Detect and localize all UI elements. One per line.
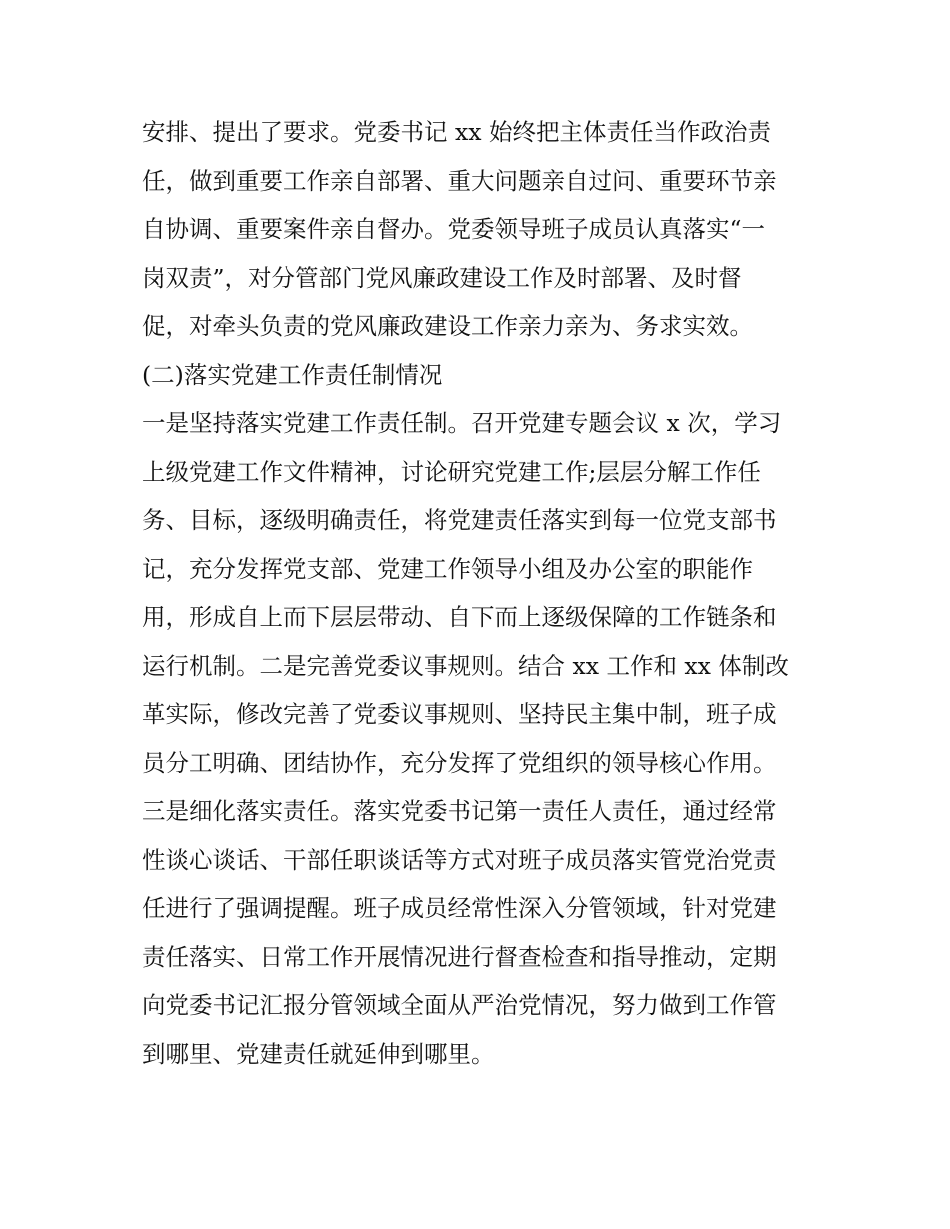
text-line: 向党委书记汇报分管领域全面从严治党情况，努力做到工作管 (142, 991, 777, 1019)
text-line: 运行机制。二是完善党委议事规则。结合 xx 工作和 xx 体制改 (142, 651, 789, 680)
text-line: 任进行了强调提醒。班子成员经常性深入分管领域，针对党建 (142, 894, 777, 922)
text-line: 到哪里、党建责任就延伸到哪里。 (142, 1039, 495, 1068)
text-line: 一是坚持落实党建工作责任制。召开党建专题会议 x 次，学习 (142, 409, 782, 437)
text-line: 员分工明确、团结协作，充分发挥了党组织的领导核心作用。 (142, 748, 777, 777)
text-line: 上级党建工作文件精神，讨论研究党建工作;层层分解工作任 (142, 457, 761, 486)
text-line: 自协调、重要案件亲自督办。党委领导班子成员认真落实“一 (142, 215, 766, 243)
text-line: 三是细化落实责任。落实党委书记第一责任人责任，通过经常 (142, 797, 777, 825)
text-line: 务、目标，逐级明确责任，将党建责任落实到每一位党支部书 (142, 506, 777, 534)
text-line: 用，形成自上而下层层带动、自下而上逐级保障的工作链条和 (142, 603, 777, 631)
text-line: 革实际，修改完善了党委议事规则、坚持民主集中制，班子成 (142, 700, 777, 728)
text-line: 责任落实、日常工作开展情况进行督查检查和指导推动，定期 (142, 942, 777, 971)
text-line: 促，对牵头负责的党风廉政建设工作亲力亲为、务求实效。 (142, 312, 753, 340)
section-heading: (二)落实党建工作责任制情况 (142, 360, 443, 389)
text-line: 岗双责”，对分管部门党风廉政建设工作及时部署、及时督 (142, 263, 742, 292)
document-body (142, 108, 822, 1078)
text-line: 安排、提出了要求。党委书记 xx 始终把主体责任当作政治责 (142, 118, 771, 146)
text-line: 记，充分发挥党支部、党建工作领导小组及办公室的职能作 (142, 554, 753, 583)
text-line: 任，做到重要工作亲自部署、重大问题亲自过问、重要环节亲 (142, 166, 777, 195)
text-line: 性谈心谈话、干部任职谈话等方式对班子成员落实管党治党责 (142, 845, 777, 874)
